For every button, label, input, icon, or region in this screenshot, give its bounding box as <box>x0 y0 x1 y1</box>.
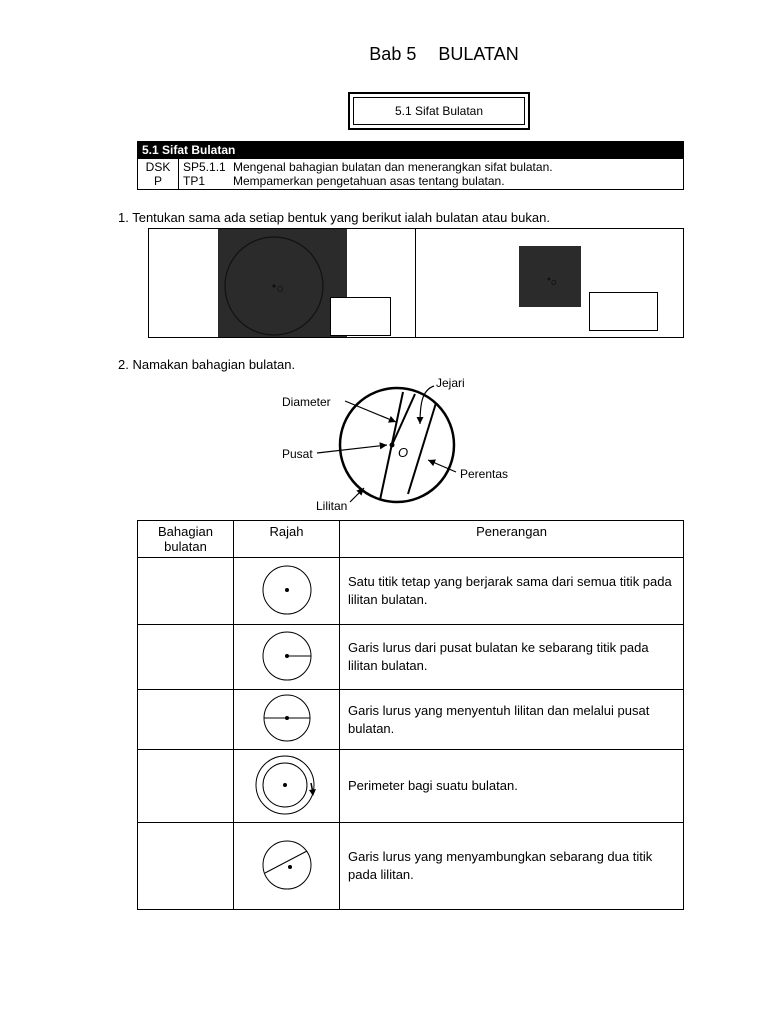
circle-parts-table <box>137 520 684 910</box>
table-row <box>138 823 684 910</box>
code-line-1: DSK <box>145 160 171 174</box>
question-1: 1. Tentukan sama ada setiap bentuk yang berikut ialah bulatan atau bukan. <box>118 210 550 225</box>
circle-radius-figure <box>257 628 317 684</box>
figure-cell <box>234 558 340 625</box>
figure-cell <box>234 750 340 823</box>
code-line-2: P <box>153 174 162 188</box>
standards-table <box>137 141 684 190</box>
shape-left-background <box>218 229 347 337</box>
shape-left-center-label: O <box>277 285 284 294</box>
header-part <box>138 521 234 558</box>
explanation-cell: Garis lurus yang menyambungkan sebarang dua titik pada lilitan. <box>340 823 684 910</box>
standard-row <box>183 160 679 174</box>
standard-code: SP5.1.1 <box>183 160 226 174</box>
part-answer-cell[interactable] <box>138 558 234 625</box>
header-explanation: Penerangan <box>340 521 684 558</box>
question-2: 2. Namakan bahagian bulatan. <box>118 357 296 372</box>
figure-cell <box>234 625 340 690</box>
chapter-number: Bab 5 <box>369 44 417 64</box>
explanation-cell: Satu titik tetap yang berjarak sama dari semua titik pada lilitan bulatan. <box>340 558 684 625</box>
figure-cell <box>234 823 340 910</box>
table-row <box>138 690 684 750</box>
standard-text: Mengenal bahagian bulatan dan menerangkan sifat bulatan. <box>233 160 553 174</box>
explanation-cell: Garis lurus yang menyentuh lilitan dan melalui pusat bulatan. <box>340 690 684 750</box>
section-label-box <box>348 92 530 130</box>
frame-divider <box>415 229 416 337</box>
part-answer-cell[interactable] <box>138 823 234 910</box>
page-title <box>0 44 768 65</box>
explanation-cell: Garis lurus dari pusat bulatan ke sebarang titik pada lilitan bulatan. <box>340 625 684 690</box>
answer-box-right[interactable] <box>589 292 658 331</box>
label-center-o: O <box>398 445 409 460</box>
section-label: 5.1 Sifat Bulatan <box>394 104 484 118</box>
table-row <box>138 750 684 823</box>
standards-list <box>179 159 684 190</box>
part-answer-cell[interactable] <box>138 750 234 823</box>
answer-box-left[interactable] <box>330 297 391 336</box>
shape-frame <box>148 228 684 338</box>
label-jejari: Jejari <box>436 376 465 390</box>
standards-heading: 5.1 Sifat Bulatan <box>138 142 684 159</box>
square-shape-right <box>519 246 581 307</box>
label-pusat: Pusat <box>282 447 313 461</box>
circle-circumference-figure <box>247 753 327 817</box>
circle-center-figure <box>257 562 317 618</box>
header-figure: Rajah <box>234 521 340 558</box>
diagram-circle <box>340 388 454 502</box>
circle-chord-figure <box>257 837 317 893</box>
label-lilitan: Lilitan <box>316 499 348 513</box>
standard-text: Mempamerkan pengetahuan asas tentang bulatan. <box>233 174 505 188</box>
shape-right-center-label: O <box>551 279 557 287</box>
label-diameter: Diameter <box>282 395 331 409</box>
circle-shape-left <box>218 229 347 337</box>
chapter-title: BULATAN <box>438 44 519 64</box>
header-part-line-1: Bahagian <box>158 524 213 539</box>
part-answer-cell[interactable] <box>138 690 234 750</box>
figure-cell <box>234 690 340 750</box>
header-part-line-2: bulatan <box>164 539 207 554</box>
standard-row <box>183 174 679 188</box>
table-row <box>138 558 684 625</box>
standards-code <box>138 159 179 190</box>
part-answer-cell[interactable] <box>138 625 234 690</box>
explanation-cell: Perimeter bagi suatu bulatan. <box>340 750 684 823</box>
standard-code: TP1 <box>183 174 206 188</box>
square-shape-right-svg <box>519 246 581 307</box>
label-perentas: Perentas <box>460 467 509 481</box>
table-row <box>138 625 684 690</box>
circle-diameter-figure <box>257 692 317 744</box>
circle-parts-diagram <box>270 370 530 515</box>
